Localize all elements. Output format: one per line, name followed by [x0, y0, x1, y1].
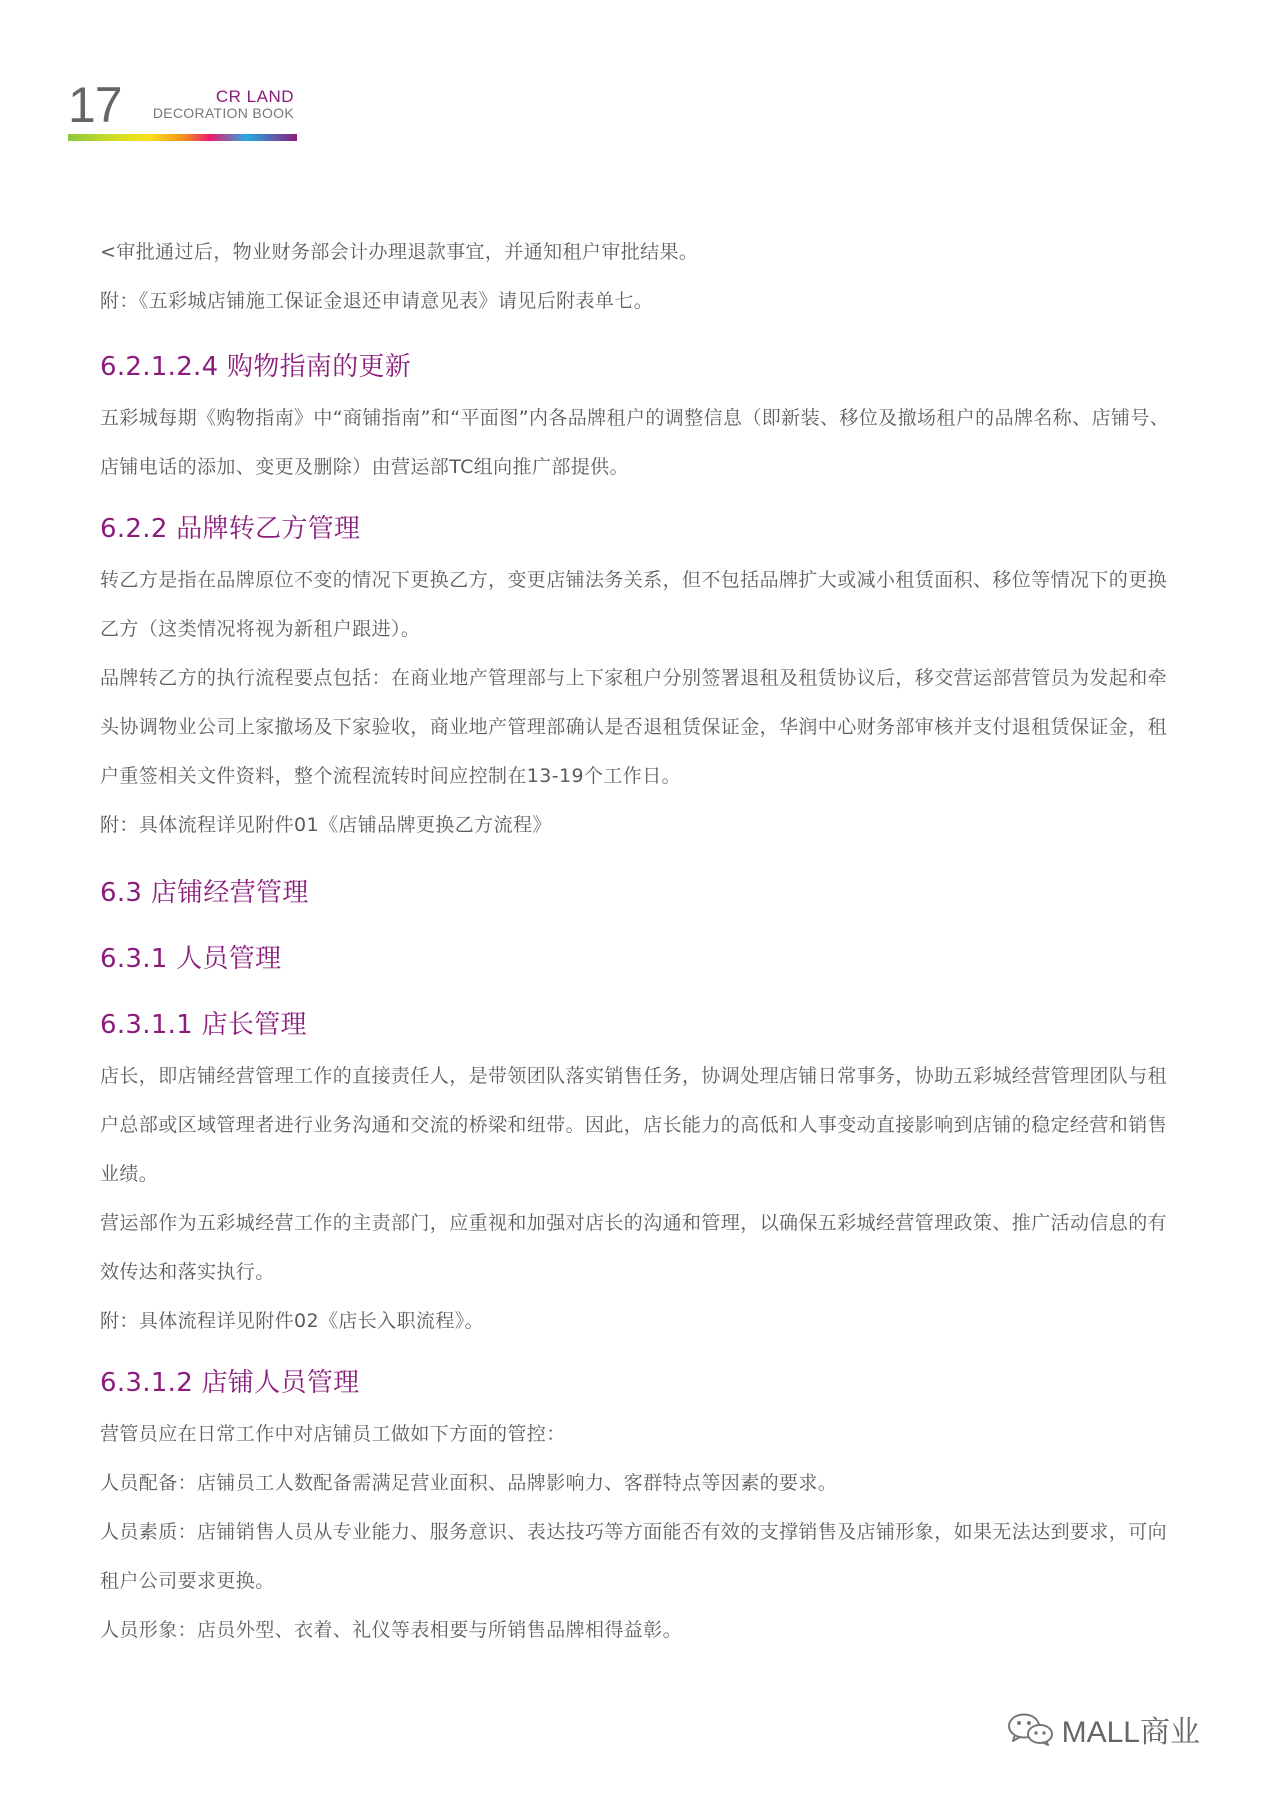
watermark-text: MALL商业: [1061, 1716, 1200, 1749]
page-number: 17: [68, 77, 122, 133]
brand-logo: [144, 88, 294, 122]
section-heading: 6.2.1.2.4 购物指南的更新: [100, 352, 412, 382]
paragraph: <审批通过后，物业财务部会计办理退款事宜，并通知租户审批结果。: [100, 241, 699, 263]
section-heading: 6.2.2 品牌转乙方管理: [100, 514, 361, 544]
paragraph: 营管员应在日常工作中对店铺员工做如下方面的管控：: [100, 1423, 566, 1445]
section-heading: 6.3.1.1 店长管理: [100, 1010, 307, 1040]
document-body: [100, 228, 1180, 1655]
paragraph: 人员配备：店铺员工人数配备需满足营业面积、品牌影响力、客群特点等因素的要求。: [100, 1472, 838, 1494]
paragraph: 转乙方是指在品牌原位不变的情况下更换乙方，变更店铺法务关系，但不包括品牌扩大或减小租赁面积、移位等情况下的更换乙方（这类情况将视为新租户跟进）。: [100, 569, 1168, 640]
paragraph: 品牌转乙方的执行流程要点包括：在商业地产管理部与上下家租户分别签署退租及租赁协议后，移交营运部营管员为发起和牵头协调物业公司上家撤场及下家验收，商业地产管理部确认是否退租赁保证金，华润中心财务部审核并支付退租赁保证金，租户重签相关文件资料，整个流程流转时间应控制在13-19个工作日。: [100, 667, 1168, 787]
paragraph: 店长，即店铺经营管理工作的直接责任人，是带领团队落实销售任务，协调处理店铺日常事务，协助五彩城经营管理团队与租户总部或区域管理者进行业务沟通和交流的桥梁和纽带。因此，店长能力的高低和人事变动直接影响到店铺的稳定经营和销售业绩。: [100, 1065, 1168, 1185]
brand-subtitle: DECORATION BOOK: [152, 105, 294, 121]
paragraph: 营运部作为五彩城经营工作的主责部门，应重视和加强对店长的沟通和管理，以确保五彩城经营管理政策、推广活动信息的有效传达和落实执行。: [100, 1212, 1168, 1283]
paragraph: 人员素质：店铺销售人员从专业能力、服务意识、表达技巧等方面能否有效的支撑销售及店铺形象，如果无法达到要求，可向租户公司要求更换。: [100, 1521, 1168, 1592]
watermark: [1006, 1707, 1200, 1751]
page-header: [68, 77, 300, 144]
paragraph: 附：《五彩城店铺施工保证金退还申请意见表》请见后附表单七。: [100, 290, 654, 312]
paragraph: 附：具体流程详见附件01《店铺品牌更换乙方流程》: [100, 814, 552, 836]
wechat-icon: [1006, 1712, 1054, 1746]
brand-name: CR LAND: [215, 87, 294, 106]
rainbow-divider: [68, 134, 297, 141]
section-heading: 6.3.1 人员管理: [100, 944, 282, 974]
section-heading: 6.3.1.2 店铺人员管理: [100, 1368, 360, 1398]
paragraph: 五彩城每期《购物指南》中“商铺指南”和“平面图”内各品牌租户的调整信息（即新装、移位及撤场租户的品牌名称、店铺号、店铺电话的添加、变更及删除）由营运部TC组向推广部提供。: [100, 407, 1170, 478]
section-heading: 6.3 店铺经营管理: [100, 878, 309, 908]
paragraph: 附：具体流程详见附件02《店长入职流程》。: [100, 1310, 485, 1332]
paragraph: 人员形象：店员外型、衣着、礼仪等表相要与所销售品牌相得益彰。: [100, 1619, 683, 1641]
